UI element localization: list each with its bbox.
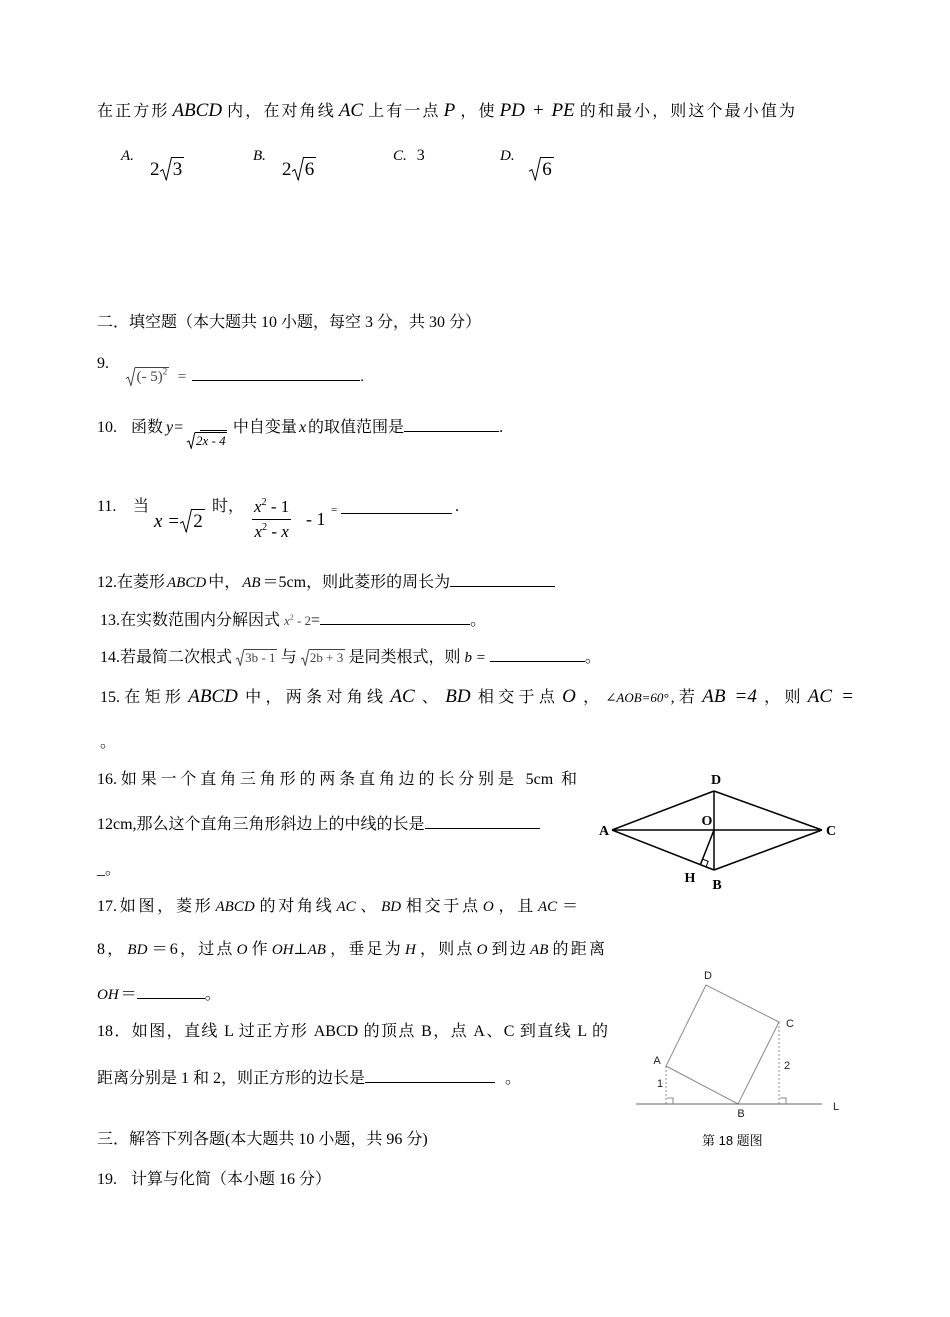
q17-text: 的距离: [550, 941, 605, 958]
label-line-l: L: [832, 1101, 840, 1113]
period: .: [499, 419, 504, 436]
option-d-value: [529, 157, 554, 181]
rhombus-figure: [590, 765, 850, 895]
q15: [100, 687, 857, 708]
q18-text: 距离分别是 1 和 2，则正方形的边长是: [97, 1070, 366, 1087]
sqrt: [180, 509, 205, 533]
q17-text: ＝: [120, 986, 137, 1003]
option-d-label: D.: [500, 148, 515, 164]
label-o: O: [701, 814, 713, 829]
sqrt: [529, 157, 554, 181]
q17-text: 到边: [489, 941, 529, 958]
answer-blank: [365, 1070, 495, 1083]
q15-var: BD: [445, 686, 471, 707]
label-a: A: [598, 824, 610, 839]
q15-text: ，: [578, 689, 604, 706]
option-b-value: [282, 157, 316, 181]
sqrt: [236, 649, 277, 666]
answer-blank: [137, 986, 205, 999]
den-rest: - x: [267, 522, 289, 541]
q12-text: 中，: [208, 574, 241, 591]
q12: [97, 573, 555, 593]
answer-blank: [192, 368, 360, 381]
q17-var: OH: [97, 987, 119, 1003]
q17-var: H: [404, 942, 416, 958]
label-c: C: [825, 824, 837, 839]
q16-text: 12cm,那么这个直角三角形斜边上的中线的长是: [97, 816, 425, 833]
q8-var: AC: [338, 100, 364, 121]
q16-line1: 16.如果一个直角三角形的两条直角边的长分别是 5cm 和: [97, 771, 577, 788]
q17-var: AC: [336, 899, 356, 915]
right-angle-mark-a: [667, 1098, 673, 1104]
q17-text: ＝6，过点: [149, 941, 235, 958]
q16-line2: [97, 815, 540, 835]
side-cb: [714, 830, 822, 870]
q8-stem: [97, 101, 795, 122]
q10-var: x: [298, 419, 307, 436]
q15-line2: 。: [100, 734, 117, 751]
radicand: [135, 367, 169, 386]
radical-sign: [236, 649, 244, 666]
label-a: A: [653, 1055, 661, 1067]
sqrt: [292, 157, 317, 181]
q18-line2: [97, 1069, 521, 1089]
option-b-label: B.: [253, 148, 266, 164]
q8-text: 在正方形: [97, 103, 170, 120]
q12-var: AB: [242, 575, 261, 591]
q8-var: ABCD: [172, 100, 223, 121]
q13-expression: [284, 613, 311, 628]
q10-text: 中自变量: [232, 419, 297, 436]
q10-text: 的取值范围是: [308, 419, 405, 436]
q17-text: 8，: [97, 941, 126, 958]
q17-text: 的对角线: [256, 898, 335, 915]
radicand: 6: [304, 159, 315, 180]
period: .: [360, 369, 364, 385]
q14-text: 是同类根式，则: [348, 649, 461, 666]
q8-var: P: [443, 100, 456, 121]
radical-sign: [301, 649, 309, 666]
q11-text: 时，: [212, 498, 245, 515]
den-exponent: 2: [262, 521, 268, 533]
q17-var: O: [476, 942, 488, 958]
q9-expression: [126, 367, 364, 387]
q17-var: ABCD: [215, 899, 255, 915]
label-c: C: [786, 1018, 794, 1030]
exponent: 2: [162, 366, 168, 377]
answer-blank: [490, 649, 585, 662]
option-a-value: [150, 157, 184, 181]
sqrt: [187, 432, 227, 449]
radicand: 2x - 4: [196, 433, 226, 448]
sqrt: [160, 157, 185, 181]
equals-sign: =: [177, 369, 187, 385]
q12-text: 12.在菱形: [97, 574, 166, 591]
q10-text: 函数: [131, 419, 164, 436]
q17-text: ，且: [495, 898, 537, 915]
q9-number: 9.: [97, 355, 109, 372]
equals-sign: =: [331, 504, 338, 516]
q14: [100, 648, 601, 668]
den-base: x: [254, 522, 263, 541]
q15-var: AB =4: [702, 686, 757, 707]
q13: [100, 611, 486, 631]
radical-sign: [529, 157, 540, 181]
q17-var: AB: [530, 942, 549, 958]
q17-var: O: [236, 942, 248, 958]
q17-var: BD: [381, 899, 402, 915]
radical-sign: [160, 157, 171, 181]
q15-text: ，则: [759, 689, 805, 706]
period: .: [455, 498, 459, 515]
q10: [97, 418, 504, 448]
label-distance-a: 1: [656, 1078, 664, 1090]
q17-line2: [97, 940, 605, 960]
q11-text: 当: [133, 498, 150, 515]
q14-text: 与: [280, 649, 297, 666]
radicand-base: (- 5): [136, 369, 163, 385]
option-c: [393, 146, 425, 166]
label-d: D: [710, 773, 722, 788]
answer-blank: [404, 419, 499, 432]
radical-sign: [292, 157, 303, 181]
q17-var: BD: [127, 942, 148, 958]
q17-var: AC: [538, 899, 558, 915]
q10-fraction: [187, 430, 227, 451]
q15-var: AC =: [807, 686, 854, 707]
q17-line1: [97, 897, 578, 917]
equals-sign: =: [311, 612, 321, 629]
label-d: D: [704, 970, 712, 982]
radical-sign: [126, 367, 135, 386]
answer-blank: [450, 574, 555, 587]
q17-var: O: [482, 899, 494, 915]
q8-text: ，使: [458, 103, 497, 120]
q15-angle: ∠AOB=60°: [605, 690, 669, 705]
q15-text: 中，两条对角线: [240, 689, 388, 706]
side-dc: [714, 791, 822, 830]
q15-text: ,若: [670, 689, 700, 706]
option-c-value: 3: [416, 147, 425, 164]
segment-oh: [700, 830, 714, 865]
expr-exponent: 2: [289, 612, 294, 622]
right-angle-mark-c: [780, 1098, 786, 1104]
q11-var: x =: [154, 511, 181, 532]
option-a-coef: 2: [150, 159, 160, 180]
num-base: x: [254, 497, 262, 516]
figure-caption: 第 18 题图: [702, 1133, 763, 1148]
q8-var: PD + PE: [499, 100, 575, 121]
q15-var: AC: [390, 686, 415, 707]
q17-text: 、: [357, 898, 380, 915]
sqrt: [301, 649, 345, 666]
q17-line3: [97, 985, 221, 1005]
fraction: [252, 495, 291, 544]
square-figure: [630, 965, 845, 1123]
radical-sign: [180, 509, 191, 533]
radicand: 2b + 3: [309, 650, 344, 665]
label-b: B: [737, 1108, 745, 1120]
fraction-bar: [200, 430, 227, 431]
q17-text: 作: [249, 941, 270, 958]
label-distance-c: 2: [783, 1060, 791, 1072]
period: 。: [204, 986, 221, 1003]
side-ad: [612, 791, 714, 830]
q10-number: 10.: [97, 419, 117, 436]
square-abcd: [666, 985, 779, 1104]
answer-blank: [320, 612, 470, 625]
q17-text: ，垂足为: [327, 941, 403, 958]
answer-blank: [341, 513, 452, 514]
q12-var: ABCD: [167, 575, 207, 591]
option-a-label: A.: [121, 148, 134, 164]
q17-text: 17.如图，菱形: [97, 898, 214, 915]
radicand: 3: [172, 159, 183, 180]
numerator: [252, 495, 291, 519]
option-b-coef: 2: [282, 159, 292, 180]
section-title: 二．填空题（本大题共 10 小题，每空 3 分，共 30 分）: [97, 314, 482, 331]
num-exponent: 2: [261, 496, 267, 508]
q15-text: 、: [417, 689, 443, 706]
q14-var: b =: [464, 650, 486, 666]
q8-text: 上有一点: [366, 103, 441, 120]
radical-sign: [187, 432, 195, 449]
q15-var: O: [562, 686, 576, 707]
q14-text: 14.若最简二次根式: [100, 649, 233, 666]
expr-base: x: [284, 613, 290, 628]
period: 。: [470, 612, 487, 629]
q17-text: ，则点: [417, 941, 475, 958]
q8-text: 的和最小，则这个最小值为: [577, 103, 795, 120]
q16-line3: _。: [97, 861, 122, 878]
q17-text: ＝: [559, 898, 578, 915]
period: 。: [584, 649, 601, 666]
q17-text: 相交于点: [403, 898, 481, 915]
q11-fraction: [252, 495, 291, 544]
q8-text: 内，在对角线: [225, 103, 336, 120]
option-c-label: C.: [393, 148, 407, 164]
q11-minus-one: - 1: [306, 509, 326, 529]
sqrt: [126, 367, 169, 386]
q11-condition: [154, 509, 205, 533]
label-b: B: [712, 878, 722, 893]
num-rest: - 1: [266, 497, 290, 516]
label-h: H: [684, 871, 696, 886]
radicand: 3b - 1: [245, 650, 276, 665]
q13-text: 13.在实数范围内分解因式: [100, 612, 281, 629]
radicand: 2: [193, 511, 203, 532]
q17-var: OH⊥AB: [271, 942, 326, 958]
period: 。: [501, 1070, 522, 1087]
q15-var: ABCD: [188, 686, 238, 707]
q19: [97, 1170, 331, 1190]
q15-text: 15.在矩形: [100, 689, 186, 706]
q19-number: 19.: [97, 1171, 117, 1188]
radicand: 6: [542, 159, 552, 180]
q12-text: ＝5cm，则此菱形的周长为: [262, 574, 451, 591]
expr-rest: - 2: [293, 613, 312, 628]
denominator: [252, 520, 290, 544]
q18-line1: 18．如图，直线 L 过正方形 ABCD 的顶点 B，点 A、C 到直线 L 的: [97, 1023, 608, 1040]
q11-number: 11.: [97, 498, 117, 515]
section-title: 三．解答下列各题(本大题共 10 小题，共 96 分): [97, 1131, 428, 1148]
q15-text: 相交于点: [473, 689, 560, 706]
q19-text: 计算与化简（本小题 16 分）: [131, 1171, 332, 1188]
q10-var: y=: [166, 419, 184, 436]
answer-blank: [425, 816, 540, 829]
side-ba: [612, 830, 714, 870]
